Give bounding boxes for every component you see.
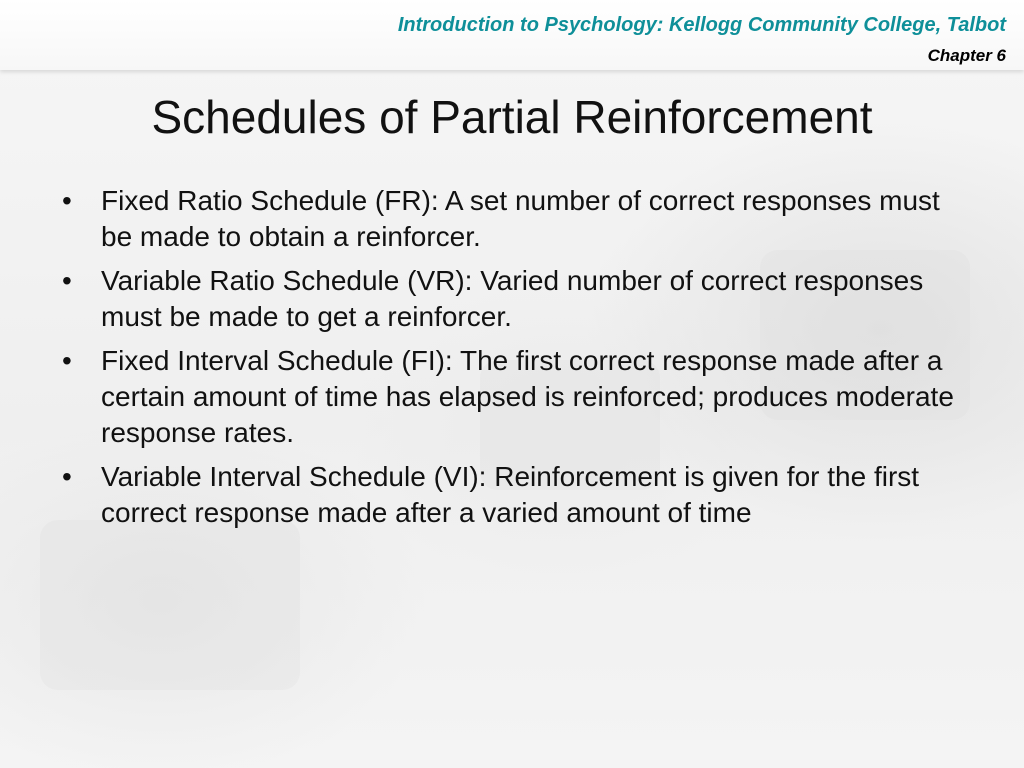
background-texture-block xyxy=(40,520,300,690)
bullet-text: Variable Interval Schedule (VI): Reinforcement is given for the first correct response made after a varied amount of time xyxy=(101,461,920,528)
bullet-icon: • xyxy=(62,265,72,296)
bullet-text: Fixed Ratio Schedule (FR): A set number of correct responses must be made to obtain a reinforcer. xyxy=(101,185,940,252)
bullet-icon: • xyxy=(62,461,72,492)
header-band xyxy=(0,0,1024,70)
bullet-item-variable-ratio xyxy=(62,263,962,335)
slide-title: Schedules of Partial Reinforcement xyxy=(151,91,873,143)
bullet-item-fixed-ratio xyxy=(62,183,962,255)
bullet-icon: • xyxy=(62,345,72,376)
chapter-label: Chapter 6 xyxy=(927,46,1006,65)
bullet-list xyxy=(62,183,962,539)
bullet-text: Variable Ratio Schedule (VR): Varied number of correct responses must be made to get a reinforcer. xyxy=(101,265,924,332)
bullet-item-variable-interval xyxy=(62,459,962,531)
bullet-icon: • xyxy=(62,185,72,216)
course-title: Introduction to Psychology: Kellogg Community College, Talbot xyxy=(397,14,1006,36)
bullet-item-fixed-interval xyxy=(62,343,962,451)
bullet-text: Fixed Interval Schedule (FI): The first correct response made after a certain amount of time has elapsed is reinforced; produces moderate response rates. xyxy=(101,345,954,448)
